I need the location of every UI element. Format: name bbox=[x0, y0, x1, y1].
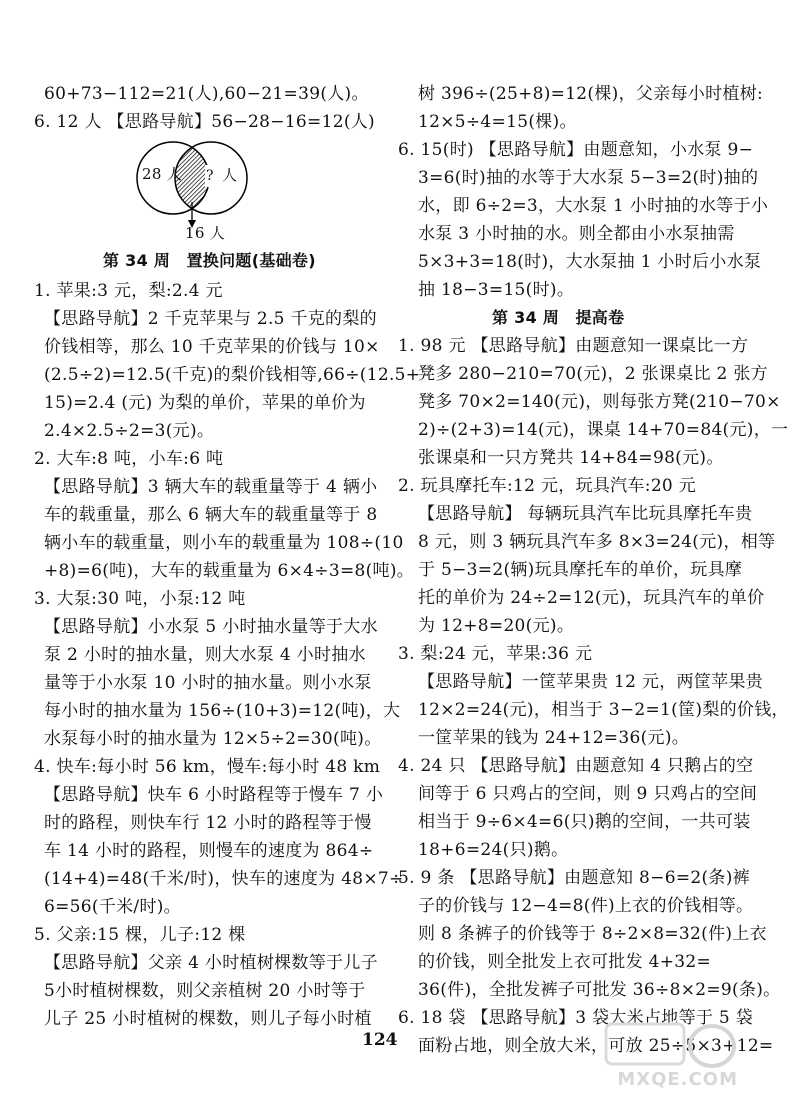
text-line: 5×3+3=18(时)，大水泵抽 1 小时后小水泵 bbox=[418, 252, 762, 272]
text-line: 4. 24 只 【思路导航】由题意知 4 只鹅占的空 bbox=[398, 756, 754, 776]
text-line: 4. 快车:每小时 56 km，慢车:每小时 48 km bbox=[34, 757, 381, 777]
text-line: 12×2=24(元)，相当于 3−2=1(筐)梨的价钱， bbox=[418, 700, 789, 720]
text-line: 5. 9 条 【思路导航】由题意知 8−6=2(条)裤 bbox=[398, 868, 750, 888]
text-line: 的价钱，则全批发上衣可批发 4+32= bbox=[418, 952, 712, 972]
text-line: 6=56(千米/时)。 bbox=[44, 897, 181, 917]
text-line: 6. 18 袋 【思路导航】3 袋大米占地等于 5 袋 bbox=[398, 1008, 754, 1028]
text-line: 6. 15(时) 【思路导航】由题意知，小水泵 9− bbox=[398, 140, 754, 160]
text-line: 3. 大泵:30 吨，小泵:12 吨 bbox=[34, 589, 246, 609]
text-line: 12×5÷4=15(棵)。 bbox=[418, 112, 577, 132]
text-line: 间等于 6 只鸡占的空间，则 9 只鸡占的空间 bbox=[418, 784, 758, 804]
text-line: 泵 2 小时的抽水量，则大水泵 4 小时抽水 bbox=[44, 645, 366, 665]
text-line: 车的载重量，那么 6 辆大车的载重量等于 8 bbox=[44, 505, 378, 525]
text-line: 于 5−3=2(辆)玩具摩托车的单价，玩具摩 bbox=[418, 560, 743, 580]
text-line: 树 396÷(25+8)=12(棵)，父亲每小时植树: bbox=[418, 84, 764, 104]
text-line: 抽 18−3=15(时)。 bbox=[418, 280, 575, 300]
text-line: 2. 玩具摩托车:12 元，玩具汽车:20 元 bbox=[398, 476, 697, 496]
text-line: 车 14 小时的路程，则慢车的速度为 864÷ bbox=[44, 841, 374, 861]
text-line: 儿子 25 小时植树的棵数，则儿子每小时植 bbox=[44, 1009, 372, 1029]
text-line: 一筐苹果的钱为 24+12=36(元)。 bbox=[418, 728, 690, 748]
text-line: 1. 98 元 【思路导航】由题意知一课桌比一方 bbox=[398, 336, 749, 356]
text-line: 8 元，则 3 辆玩具汽车多 8×3=24(元)，相等 bbox=[418, 532, 776, 552]
text-line: 18+6=24(只)鹅。 bbox=[418, 840, 569, 860]
text-line: 子的价钱与 12−4=8(件)上衣的价钱相等。 bbox=[418, 896, 754, 916]
text-line: 3=6(时)抽的水等于大水泵 5−3=2(时)抽的 bbox=[418, 168, 759, 188]
text-line: 面粉占地，则全放大米，可放 25÷5×3+12= bbox=[418, 1036, 774, 1056]
text-line: 时的路程，则快车行 12 小时的路程等于慢 bbox=[44, 813, 372, 833]
text-line: 量等于小水泵 10 小时的抽水量。则小水泵 bbox=[44, 673, 372, 693]
text-line: 则 8 条裤子的价钱等于 8÷2×8=32(件)上衣 bbox=[418, 924, 767, 944]
page-number: 124 bbox=[362, 1030, 398, 1050]
text-line: 张课桌和一只方凳共 14+84=98(元)。 bbox=[418, 448, 724, 468]
text-line: 1. 苹果:3 元，梨:2.4 元 bbox=[34, 281, 223, 301]
text-line: 5小时植树棵数，则父亲植树 20 小时等于 bbox=[44, 981, 366, 1001]
text-line: (14+4)=48(千米/时)，快车的速度为 48×7÷ bbox=[44, 869, 404, 889]
text-line: 水泵每小时的抽水量为 12×5÷2=30(吨)。 bbox=[44, 729, 382, 749]
text-line: 价钱相等，那么 10 千克苹果的价钱与 10× bbox=[44, 337, 380, 357]
text-line: 凳多 280−210=70(元)，2 张课桌比 2 张方 bbox=[418, 364, 768, 384]
diagram-middle-label: ? bbox=[205, 165, 215, 187]
text-line: 每小时的抽水量为 156÷(10+3)=12(吨)，大 bbox=[44, 701, 401, 721]
diagram-right-label: 人 bbox=[222, 166, 238, 184]
text-line: 相当于 9÷6×4=6(只)鹅的空间，一共可装 bbox=[418, 812, 751, 832]
text-line: 托的单价为 24÷2=12(元)，玩具汽车的单价 bbox=[418, 588, 765, 608]
text-line: 60+73−112=21(人),60−21=39(人)。 bbox=[44, 84, 369, 104]
watermark-url: MXQE.COM bbox=[617, 1069, 738, 1090]
text-line: (2.5÷2)=12.5(千克)的梨价钱相等,66÷(12.5+ bbox=[44, 365, 421, 385]
text-line: +8)=6(吨)，大车的载重量为 6×4÷3=8(吨)。 bbox=[44, 561, 415, 581]
text-line: 【思路导航】父亲 4 小时植树棵数等于儿子 bbox=[44, 953, 378, 973]
text-line: 【思路导航】 每辆玩具汽车比玩具摩托车贵 bbox=[418, 504, 753, 524]
text-line: 2.4×2.5÷2=3(元)。 bbox=[44, 421, 215, 441]
text-line: 辆小车的载重量，则小车的载重量为 108÷(10 bbox=[44, 533, 404, 553]
text-line: 15)=2.4 (元) 为梨的单价，苹果的单价为 bbox=[44, 393, 366, 413]
diagram-left-label: 28 人 bbox=[142, 165, 183, 183]
text-line: 【思路导航】3 辆大车的载重量等于 4 辆小 bbox=[44, 477, 378, 497]
diagram-bottom-label: 16 人 bbox=[185, 224, 226, 242]
text-line: 6. 12 人 【思路导航】56−28−16=12(人) bbox=[34, 112, 375, 132]
text-line: 36(件)，全批发裤子可批发 36÷8×2=9(条)。 bbox=[418, 980, 781, 1000]
section-heading: 第 34 周 置换问题(基础卷) bbox=[103, 251, 316, 270]
text-line: 2. 大车:8 吨，小车:6 吨 bbox=[34, 449, 224, 469]
text-line: 【思路导航】快车 6 小时路程等于慢车 7 小 bbox=[44, 785, 384, 805]
text-line: 3. 梨:24 元，苹果:36 元 bbox=[398, 644, 593, 664]
text-line: 为 12+8=20(元)。 bbox=[418, 616, 575, 636]
text-line: 5. 父亲:15 棵，儿子:12 棵 bbox=[34, 925, 246, 945]
text-line: 水泵 3 小时抽的水。则全都由小水泵抽需 bbox=[418, 224, 735, 244]
text-line: 2)÷(2+3)=14(元)，课桌 14+70=84(元)，一 bbox=[418, 420, 789, 440]
text-line: 凳多 70×2=140(元)，则每张方凳(210−70× bbox=[418, 392, 781, 412]
text-line: 【思路导航】一筐苹果贵 12 元，两筐苹果贵 bbox=[418, 672, 764, 692]
text-line: 【思路导航】2 千克苹果与 2.5 千克的梨的 bbox=[44, 309, 377, 329]
section-heading: 第 34 周 提高卷 bbox=[492, 308, 625, 327]
text-line: 【思路导航】小水泵 5 小时抽水量等于大水 bbox=[44, 617, 378, 637]
text-line: 水，即 6÷2=3，大水泵 1 小时抽的水等于小 bbox=[418, 196, 769, 216]
